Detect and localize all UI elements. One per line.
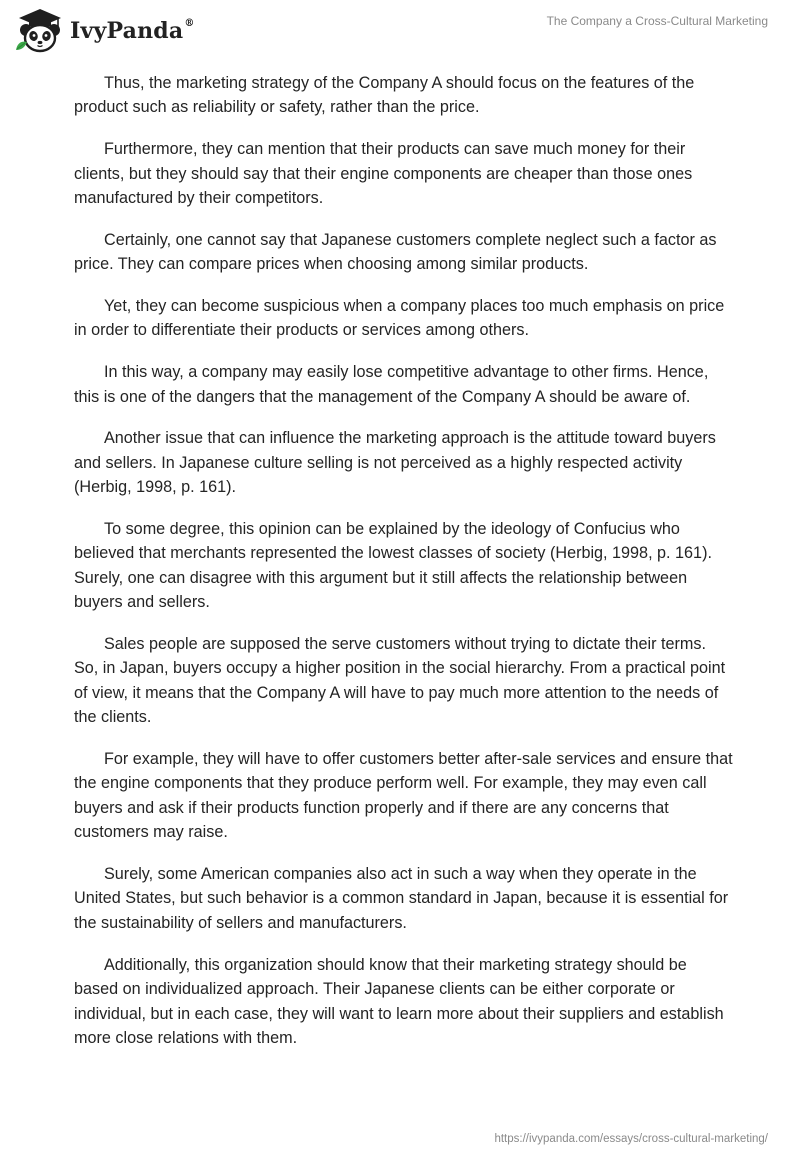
source-url-link[interactable]: https://ivypanda.com/essays/cross-cultural-marketing/ bbox=[494, 1133, 768, 1145]
paragraph: Furthermore, they can mention that their products can save much money for their clients, but they should say that their engine components are cheaper than those ones manufactured by their competitors. bbox=[74, 140, 693, 208]
brand-name bbox=[70, 18, 195, 44]
paragraph: Surely, some American companies also act in such a way when they operate in the United States, but such behavior is a common standard in Japan, because it is essential for the sustainability of sellers and manufacturers. bbox=[74, 865, 729, 932]
ivypanda-logo[interactable] bbox=[14, 6, 195, 54]
paragraph: Sales people are supposed the serve customers without trying to dictate their terms. So, in Japan, buyers occupy a higher position in the social hierarchy. From a practical point of view, it means that the Company A will have to pay much more attention to the needs of the clients. bbox=[74, 635, 726, 727]
panda-graduate-icon bbox=[14, 6, 66, 54]
paragraph: Another issue that can influence the marketing approach is the attitude toward buyers and sellers. In Japanese culture selling is not perceived as a highly respected activity (Herbig, 1998, p. 161). bbox=[74, 429, 716, 497]
paragraph: Yet, they can become suspicious when a company places too much emphasis on price in order to differentiate their products or services among others. bbox=[74, 297, 725, 340]
document-title: The Company a Cross-Cultural Marketing bbox=[546, 14, 768, 28]
registered-mark: ® bbox=[184, 17, 195, 29]
paragraph: To some degree, this opinion can be explained by the ideology of Confucius who believed that merchants represented the lowest classes of society (Herbig, 1998, p. 161). Surely, one can disagree with this argument but it still affects the relationship between buyers and sellers. bbox=[74, 520, 712, 612]
brand-text: IvyPanda bbox=[70, 18, 184, 44]
paragraph: Additionally, this organization should know that their marketing strategy should be based on individualized approach. Their Japanese clients can be either corporate or individual, but in each case, they will want to learn more about their suppliers and establish more close relations with them. bbox=[74, 955, 724, 1047]
page-header bbox=[0, 0, 800, 60]
paragraph: In this way, a company may easily lose competitive advantage to other firms. Hence, this is one of the dangers that the management of the Company A should be aware of. bbox=[74, 363, 709, 406]
paragraph: Certainly, one cannot say that Japanese customers complete neglect such a factor as price. They can compare prices when choosing among similar products. bbox=[74, 230, 717, 274]
essay-body bbox=[74, 71, 734, 1068]
paragraph: Thus, the marketing strategy of the Company A should focus on the features of the product such as reliability or safety, rather than the price. bbox=[74, 74, 695, 117]
paragraph: For example, they will have to offer customers better after-sale services and ensure that the engine components that they produce perform well. For example, they may even call buyers and ask if their products function properly and if there are any concerns that customers may raise. bbox=[74, 750, 733, 842]
